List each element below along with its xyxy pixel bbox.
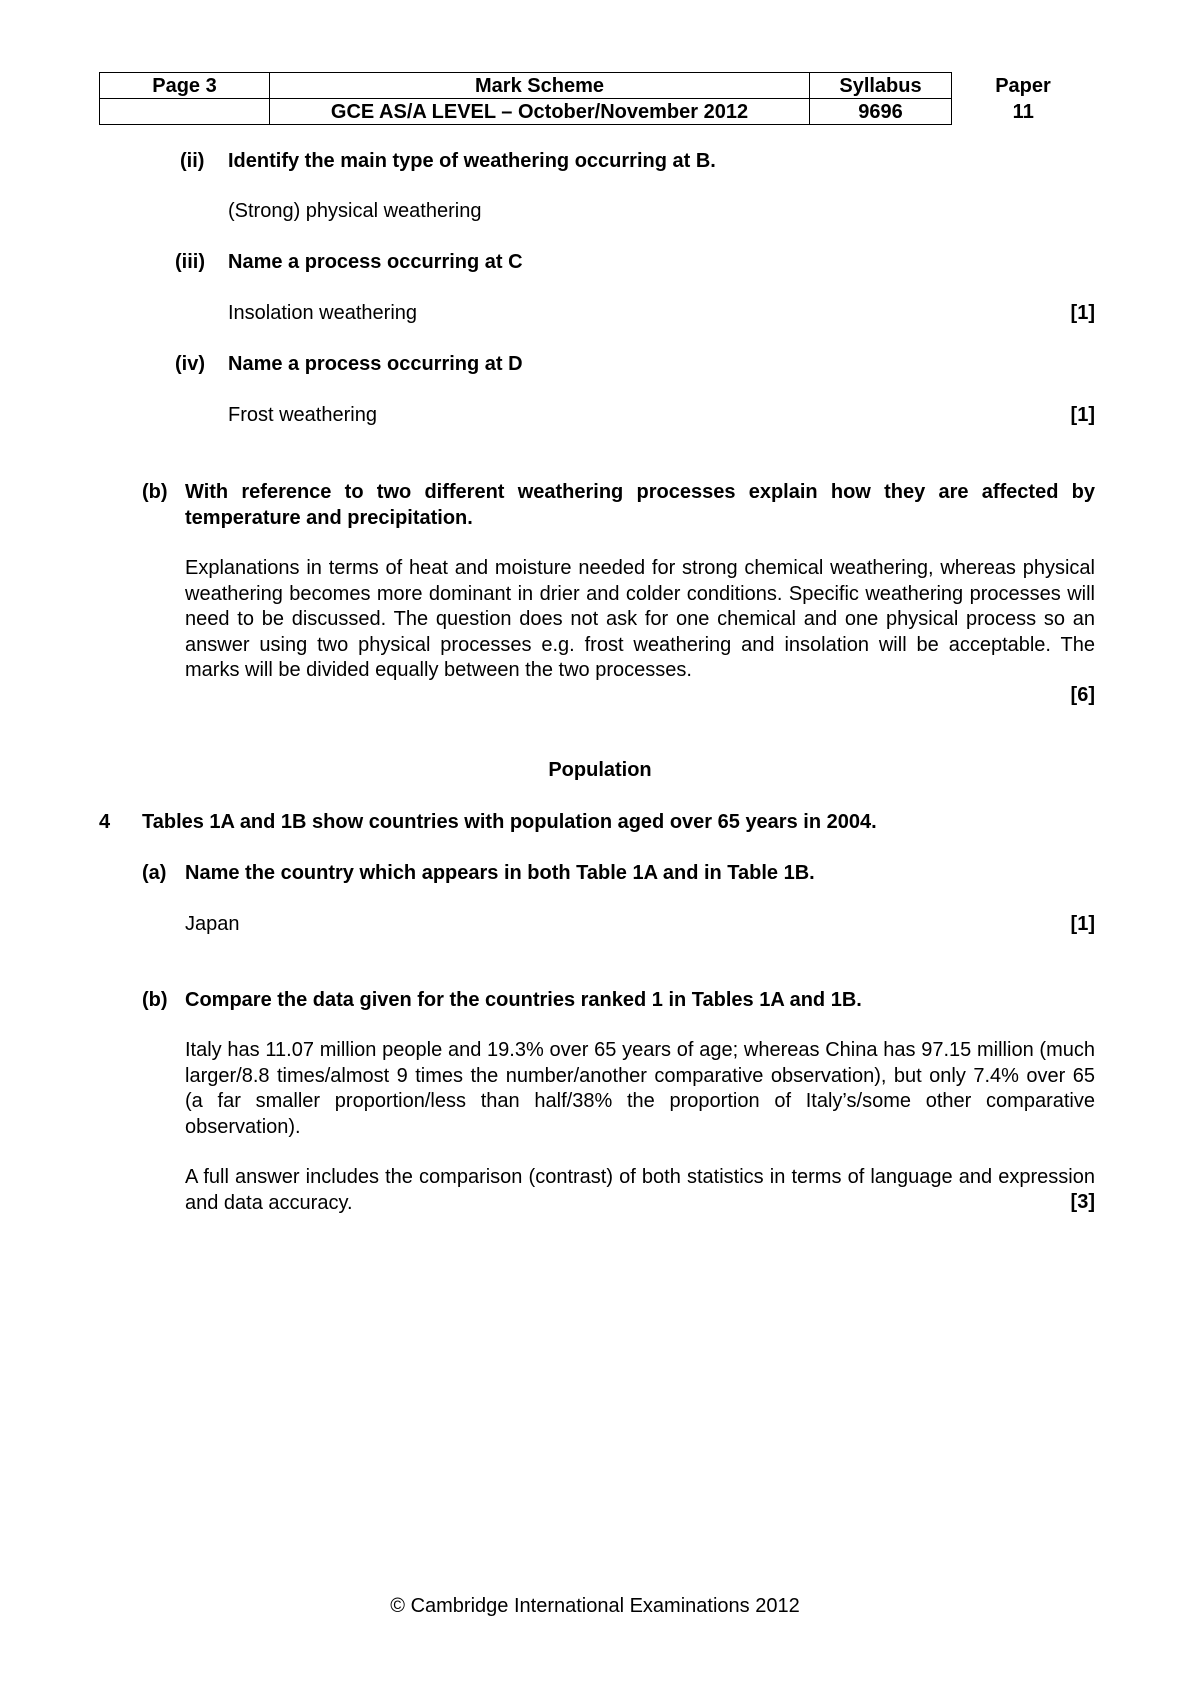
q4-stem: Tables 1A and 1B show countries with population aged over 65 years in 2004. bbox=[142, 811, 877, 833]
q-iv-answer: Frost weathering bbox=[228, 404, 377, 426]
q4b-answer-1: Italy has 11.07 million people and 19.3% over 65 years of age; whereas China has 97.15 million (much larger/8.8 times/almost 9 times the number/another comparative observation), but only 7.4% over 65 (a far smaller proportion/less than half/38% the proportion of Italy’s/some other comparative observation). bbox=[185, 1039, 1095, 1138]
header-empty-cell bbox=[100, 99, 270, 125]
q3b-mark: [6] bbox=[1070, 684, 1095, 706]
q-iii-answer: Insolation weathering bbox=[228, 302, 418, 324]
q3b-label: (b) bbox=[142, 481, 168, 503]
q4b-question: Compare the data given for the countries ranked 1 in Tables 1A and 1B. bbox=[185, 989, 862, 1011]
q-iii-question: Name a process occurring at C bbox=[228, 251, 523, 273]
header-exam-title: GCE AS/A LEVEL – October/November 2012 bbox=[270, 99, 810, 125]
q-iv-question: Name a process occurring at D bbox=[228, 353, 523, 375]
q-iii-mark: [1] bbox=[1070, 302, 1095, 324]
q-iii-label: (iii) bbox=[175, 251, 205, 273]
q-ii-answer: (Strong) physical weathering bbox=[228, 200, 482, 222]
q4-number: 4 bbox=[99, 811, 111, 833]
q-iv-mark: [1] bbox=[1070, 404, 1095, 426]
q3b-question: With reference to two different weathering processes explain how they are affected by temperature and precipitation. bbox=[185, 481, 1095, 529]
q4a-question: Name the country which appears in both Table 1A and in Table 1B. bbox=[185, 862, 815, 884]
q4a-answer: Japan bbox=[185, 913, 240, 935]
header-page: Page 3 bbox=[100, 73, 270, 99]
header-syllabus-code: 9696 bbox=[810, 99, 952, 125]
q4a-mark: [1] bbox=[1070, 913, 1095, 935]
footer-copyright: © Cambridge International Examinations 2012 bbox=[390, 1595, 800, 1617]
q4b-mark: [3] bbox=[1070, 1191, 1095, 1213]
header-table bbox=[99, 72, 1095, 125]
header-paper-label: Paper bbox=[995, 74, 1051, 97]
q3b-answer: Explanations in terms of heat and moisture needed for strong chemical weathering, whereas physical weathering becomes more dominant in drier and colder conditions. Specific weathering processes will need to be discussed. The question does not ask for one chemical and one physical process so an answer using two physical processes e.g. frost weathering and insolation will be acceptable. The marks will be divided equally between the two processes. bbox=[185, 557, 1095, 681]
header-paper-number: 11 bbox=[1012, 100, 1034, 123]
q-ii-question: Identify the main type of weathering occurring at B. bbox=[228, 150, 716, 172]
q4b-label: (b) bbox=[142, 989, 168, 1011]
header-doc-type: Mark Scheme bbox=[270, 73, 810, 99]
q-ii-label: (ii) bbox=[180, 150, 205, 172]
q4a-label: (a) bbox=[142, 862, 167, 884]
section-title: Population bbox=[548, 759, 652, 781]
header-syllabus-label: Syllabus bbox=[810, 73, 952, 99]
q-iv-label: (iv) bbox=[175, 353, 205, 375]
q4b-answer-2: A full answer includes the comparison (contrast) of both statistics in terms of language and expression and data accuracy. bbox=[185, 1166, 1095, 1214]
